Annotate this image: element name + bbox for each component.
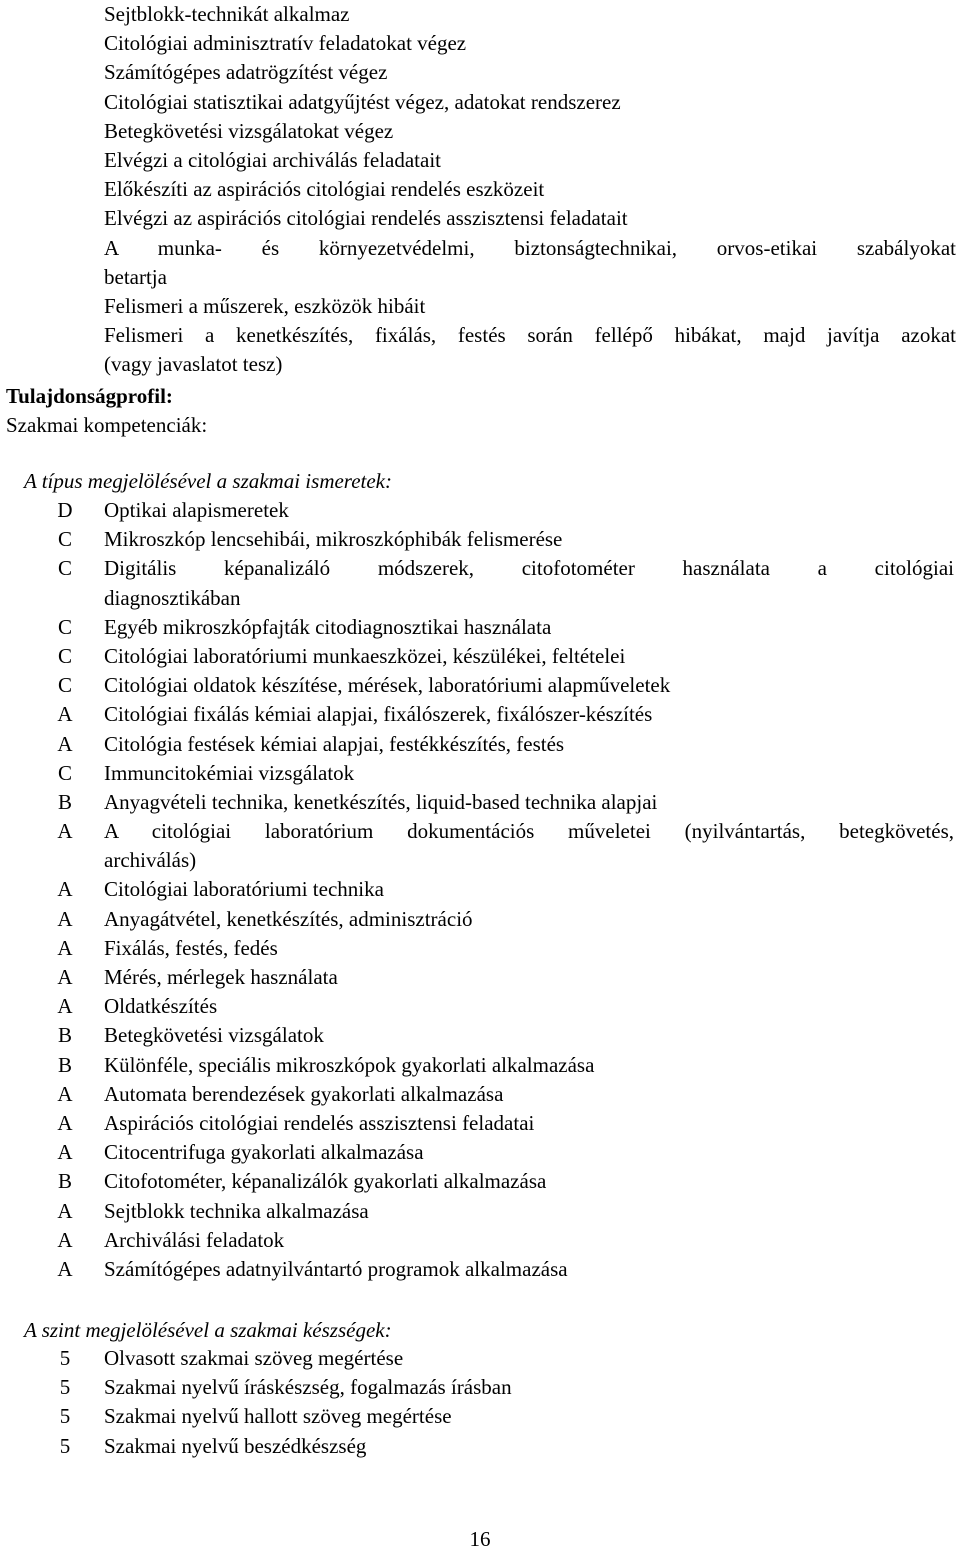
knowledge-item [0, 1167, 960, 1196]
knowledge-item [0, 1051, 960, 1080]
level-code: B [57, 1023, 72, 1048]
level-code: A [57, 731, 73, 756]
item-text-line: Mikroszkóp lencsehibái, mikroszkóphibák felismerése [104, 527, 563, 552]
knowledge-item [0, 700, 960, 729]
profile-subtitle: Szakmai kompetenciák: [6, 413, 208, 437]
item-text-line: Citológiai oldatok készítése, mérések, laboratóriumi alapműveletek [104, 673, 671, 698]
item-text [104, 1432, 954, 1461]
item-text-line: Különféle, speciális mikroszkópok gyakorlati alkalmazása [104, 1052, 595, 1077]
knowledge-item [0, 1255, 960, 1284]
level-code: 5 [59, 1404, 71, 1429]
level-code: A [57, 935, 73, 960]
knowledge-item [0, 554, 960, 612]
skills-list [0, 1344, 960, 1461]
knowledge-item [0, 905, 960, 934]
item-text [104, 992, 954, 1021]
level-code: A [57, 994, 73, 1019]
item-text-line: Citológiai fixálás kémiai alapjai, fixálószerek, fixálószer-készítés [104, 702, 653, 727]
level-code: C [57, 643, 72, 668]
item-text-line: Szakmai nyelvű beszédkészség [104, 1433, 367, 1458]
item-text [104, 496, 954, 525]
level-code: D [57, 498, 73, 522]
knowledge-item [0, 759, 960, 788]
item-text-line: Oldatkészítés [104, 994, 218, 1019]
item-text-line: Citológia festések kémiai alapjai, festékkészítés, festés [104, 731, 565, 756]
task-line: betartja [104, 264, 167, 289]
item-text [104, 759, 954, 788]
knowledge-section-title: A típus megjelölésével a szakmai ismeretek: [24, 469, 392, 493]
knowledge-item [0, 992, 960, 1021]
level-code: A [57, 906, 73, 931]
item-text-line: Archiválási feladatok [104, 1227, 285, 1252]
item-text-line: Citológiai laboratóriumi technika [104, 877, 384, 902]
item-text [104, 700, 954, 729]
item-text [104, 875, 954, 904]
level-code: A [57, 1081, 73, 1106]
item-text [104, 613, 954, 642]
item-text-line: Szakmai nyelvű hallott szöveg megértése [104, 1404, 452, 1429]
knowledge-item [0, 1197, 960, 1226]
level-code: A [57, 819, 73, 844]
item-text [104, 1021, 954, 1050]
knowledge-item [0, 671, 960, 700]
item-text [104, 671, 954, 700]
item-text-line: Sejtblokk technika alkalmazása [104, 1198, 369, 1223]
item-text [104, 554, 954, 612]
knowledge-item [0, 875, 960, 904]
skill-item [0, 1402, 960, 1431]
level-code: A [57, 1198, 73, 1223]
knowledge-item [0, 817, 960, 875]
knowledge-item [0, 1138, 960, 1167]
item-text-line: Automata berendezések gyakorlati alkalmazása [104, 1081, 504, 1106]
knowledge-item [0, 788, 960, 817]
item-text [104, 1051, 954, 1080]
knowledge-item [0, 934, 960, 963]
task-line: Elvégzi az aspirációs citológiai rendelés asszisztensi feladatait [104, 206, 628, 231]
level-code: A [57, 877, 73, 902]
item-text-line: Citofotométer, képanalizálók gyakorlati alkalmazása [104, 1169, 547, 1194]
page-number: 16 [469, 1527, 491, 1551]
item-text-line: Mérés, mérlegek használata [104, 965, 338, 989]
knowledge-item [0, 730, 960, 759]
knowledge-item [0, 525, 960, 554]
item-text-line: Számítógépes adatnyilvántartó programok alkalmazása [104, 1256, 568, 1281]
level-code: C [57, 673, 72, 698]
item-text-line: Fixálás, festés, fedés [104, 935, 278, 960]
level-code: 5 [59, 1375, 71, 1400]
level-code: C [57, 614, 72, 639]
item-text [104, 642, 954, 671]
item-text [104, 1197, 954, 1226]
skill-item [0, 1373, 960, 1402]
item-text [104, 788, 954, 817]
level-code: C [57, 527, 72, 552]
item-text [104, 905, 954, 934]
task-line: Betegkövetési vizsgálatokat végez [104, 118, 394, 143]
level-code: A [57, 1227, 73, 1252]
knowledge-item [0, 963, 960, 992]
skills-section-title: A szint megjelölésével a szakmai készségek: [24, 1318, 392, 1342]
level-code: C [57, 556, 72, 581]
level-code: A [57, 965, 73, 989]
item-text-line: Digitális képanalizáló módszerek, citofotométer használata a citológiai [104, 556, 954, 581]
item-text [104, 730, 954, 759]
item-text-line: A citológiai laboratórium dokumentációs műveletei (nyilvántartás, betegkövetés, [104, 819, 954, 844]
task-line: (vagy javaslatot tesz) [104, 352, 283, 377]
profile-title: Tulajdonságprofil: [6, 384, 173, 408]
level-code: A [57, 1110, 73, 1135]
knowledge-item [0, 1226, 960, 1255]
item-text-line: Aspirációs citológiai rendelés asszisztensi feladatai [104, 1110, 535, 1135]
item-text-line: Immuncitokémiai vizsgálatok [104, 760, 355, 785]
knowledge-item [0, 1021, 960, 1050]
item-text-line: Anyagvételi technika, kenetkészítés, liquid-based technika alapjai [104, 789, 658, 814]
knowledge-item [0, 1109, 960, 1138]
task-line: Felismeri a műszerek, eszközök hibáit [104, 293, 426, 318]
item-text [104, 1402, 954, 1431]
item-text-line: diagnosztikában [104, 585, 241, 610]
item-text-line: Egyéb mikroszkópfajták citodiagnosztikai használata [104, 614, 552, 639]
knowledge-item [0, 1080, 960, 1109]
item-text-line: Citológiai laboratóriumi munkaeszközei, készülékei, feltételei [104, 643, 626, 668]
level-code: 5 [59, 1433, 71, 1458]
item-text-line: Betegkövetési vizsgálatok [104, 1023, 324, 1048]
level-code: A [57, 1140, 73, 1165]
task-line: Számítógépes adatrögzítést végez [104, 60, 388, 85]
task-line: Előkészíti az aspirációs citológiai rendelés eszközeit [104, 177, 545, 202]
item-text-line: archiválás) [104, 848, 197, 873]
item-text [104, 525, 954, 554]
item-text [104, 1255, 954, 1284]
item-text [104, 934, 954, 963]
task-line: Citológiai adminisztratív feladatokat végez [104, 31, 467, 56]
item-text [104, 1373, 954, 1402]
item-text [104, 1109, 954, 1138]
level-code: A [57, 702, 73, 727]
task-line: Citológiai statisztikai adatgyűjtést végez, adatokat rendszerez [104, 89, 621, 114]
task-line: Elvégzi a citológiai archiválás feladatait [104, 147, 442, 172]
task-line: A munka- és környezetvédelmi, biztonságtechnikai, orvos-etikai szabályokat [104, 235, 956, 260]
knowledge-list [0, 496, 960, 1284]
item-text-line: Anyagátvétel, kenetkészítés, adminisztráció [104, 906, 473, 931]
task-line: Sejtblokk-technikát alkalmaz [104, 2, 350, 26]
level-code: B [57, 789, 72, 814]
item-text [104, 963, 954, 992]
item-text [104, 817, 954, 875]
task-line: Felismeri a kenetkészítés, fixálás, festés során fellépő hibákat, majd javítja azokat [104, 323, 956, 348]
knowledge-item [0, 613, 960, 642]
knowledge-item [0, 642, 960, 671]
item-text-line: Olvasott szakmai szöveg megértése [104, 1346, 404, 1370]
item-text-line: Optikai alapismeretek [104, 498, 289, 522]
level-code: A [57, 1256, 73, 1281]
skill-item [0, 1344, 960, 1373]
knowledge-item [0, 496, 960, 525]
task-list [104, 0, 956, 379]
item-text [104, 1167, 954, 1196]
level-code: C [57, 760, 72, 785]
item-text-line: Szakmai nyelvű íráskészség, fogalmazás írásban [104, 1375, 512, 1400]
item-text-line: Citocentrifuga gyakorlati alkalmazása [104, 1140, 424, 1165]
item-text [104, 1080, 954, 1109]
item-text [104, 1226, 954, 1255]
level-code: 5 [59, 1346, 71, 1370]
level-code: B [57, 1052, 72, 1077]
skill-item [0, 1432, 960, 1461]
item-text [104, 1138, 954, 1167]
item-text [104, 1344, 954, 1373]
level-code: B [57, 1169, 72, 1194]
